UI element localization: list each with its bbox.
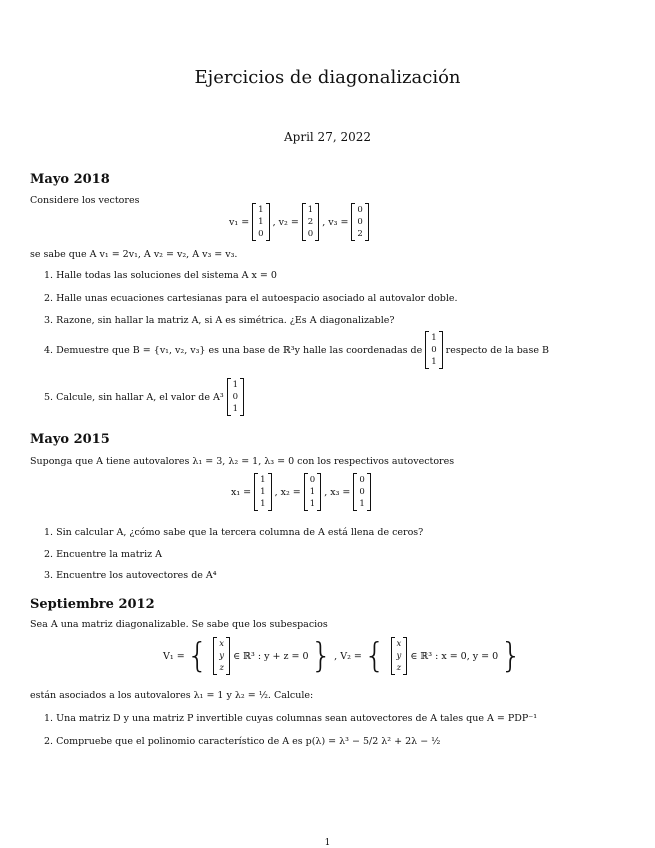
list-item: 2. Compruebe que el polinomio característico de A es p(λ) = λ³ − 5/2 λ² + 2λ − ½ bbox=[44, 736, 441, 747]
vectors-equation bbox=[229, 203, 372, 241]
list-item-4: 4. Demuestre que B = {v₁, v₂, v₃} es una base de ℝ³y halle las coordenadas de 1 0 1 respecto de la base B bbox=[44, 333, 549, 367]
close-brace-icon: } bbox=[310, 636, 333, 676]
section-intro: Suponga que A tiene autovalores λ₁ = 3, λ₂ = 1, λ₃ = 0 con los respectivos autovectores bbox=[30, 456, 455, 467]
matrix-x1: 1 1 1 bbox=[254, 473, 271, 511]
open-brace-icon: { bbox=[186, 636, 209, 676]
close-brace-icon: } bbox=[500, 636, 522, 676]
section-intro: Considere los vectores bbox=[30, 195, 140, 206]
subspaces-equation: V₁ = { x y z ∈ ℝ³ : y + z = 0 } , V₂ = { x y z ∈ ℝ³ : x = 0, y = 0 } bbox=[163, 636, 522, 676]
matrix-x3: 0 0 1 bbox=[353, 473, 370, 511]
matrix-v2: 1 2 0 bbox=[302, 203, 319, 241]
section-heading-mayo-2015: Mayo 2015 bbox=[30, 432, 110, 447]
open-brace-icon: { bbox=[363, 636, 386, 676]
list-item: 1. Sin calcular A, ¿cómo sabe que la tercera columna de A está llena de ceros? bbox=[44, 527, 424, 538]
v2-label: , v₂ = bbox=[272, 216, 299, 228]
list-item: 3. Encuentre los autovectores de A⁴ bbox=[44, 570, 217, 581]
list-item-5: 5. Calcule, sin hallar A, el valor de A³ 1 0 1 bbox=[44, 378, 247, 416]
matrix-xyz-1: x y z bbox=[213, 637, 230, 675]
page-title: Ejercicios de diagonalización bbox=[194, 67, 461, 88]
matrix-xyz-2: x y z bbox=[391, 637, 408, 675]
section-heading-septiembre-2012: Septiembre 2012 bbox=[30, 597, 155, 612]
matrix-a3-vector: 1 0 1 bbox=[227, 378, 244, 416]
matrix-coord: 1 0 1 bbox=[425, 331, 442, 369]
v3-label: , v₃ = bbox=[322, 216, 349, 228]
list-item: 2. Encuentre la matriz A bbox=[44, 549, 162, 560]
list-item: 1. Una matriz D y una matriz P invertible cuyas columnas sean autovectores de A tales que A = PDP⁻¹ bbox=[44, 713, 538, 724]
section-intro: Sea A una matriz diagonalizable. Se sabe que los subespacios bbox=[30, 619, 328, 630]
list-item: 1. Halle todas las soluciones del sistema A x = 0 bbox=[44, 270, 277, 281]
list-item: 3. Razone, sin hallar la matriz A, si A es simétrica. ¿Es A diagonalizable? bbox=[44, 315, 395, 326]
section-after: se sabe que A v₁ = 2v₁, A v₂ = v₂, A v₃ = v₃. bbox=[30, 249, 238, 260]
v1-label: v₁ = bbox=[229, 216, 250, 228]
matrix-v1: 1 1 0 bbox=[252, 203, 269, 241]
section-after: están asociados a los autovalores λ₁ = 1 y λ₂ = ½. Calcule: bbox=[30, 690, 314, 701]
autovectores-equation: x₁ = 1 1 1 , x₂ = 0 1 1 , x₃ = 0 0 1 bbox=[231, 473, 374, 511]
page-date: April 27, 2022 bbox=[283, 130, 371, 144]
section-heading-mayo-2018: Mayo 2018 bbox=[30, 172, 110, 187]
page-number: 1 bbox=[324, 838, 331, 848]
matrix-v3: 0 0 2 bbox=[351, 203, 368, 241]
matrix-x2: 0 1 1 bbox=[304, 473, 321, 511]
list-item: 2. Halle unas ecuaciones cartesianas para el autoespacio asociado al autovalor doble. bbox=[44, 293, 458, 304]
